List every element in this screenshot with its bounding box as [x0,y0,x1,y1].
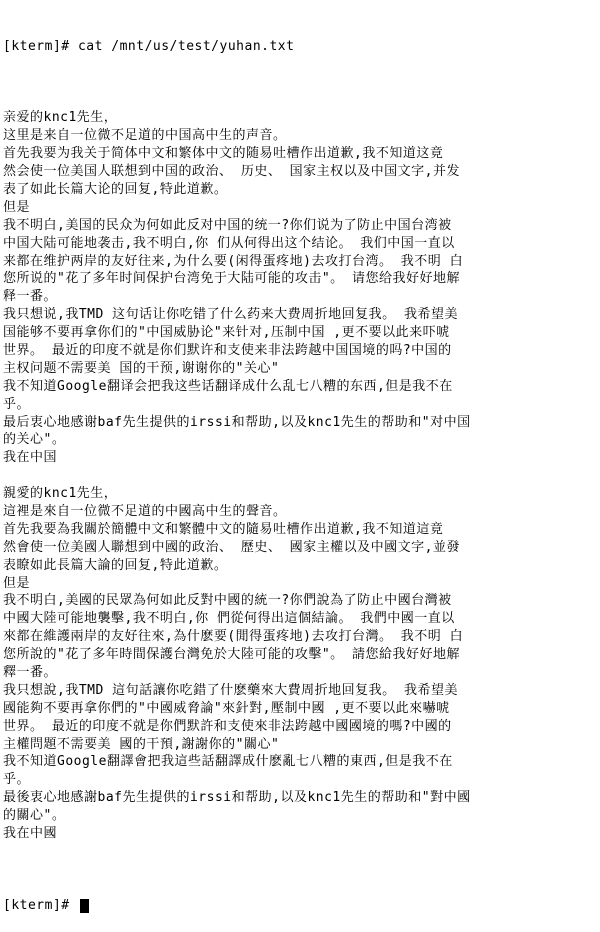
shell-prompt: [kterm]# [3,38,78,54]
output-line: 我只想说,我TMD 这句话让你吃错了什么药来大费周折地回复我。 我希望美 [3,307,458,323]
output-line: 乎。 [3,396,31,412]
output-line [3,467,600,485]
output-line: 国能够不要再拿你们的"中国威胁论"来针对,压制中国 ,更不要以此来吓唬 [3,325,450,341]
output-line: 中国大陆可能地袭击,我不明白,你 们从何得出这个结论。 我们中国一直以 [3,235,455,251]
output-line: 我只想說,我TMD 這句話讓你吃錯了什麽藥來大費周折地回复我。 我希望美 [3,682,458,698]
output-line: 的關心"。 [3,808,66,824]
output-line: 來都在維護兩岸的友好往來,為什麽要(閒得蛋疼地)去攻打台灣。 我不明 白 [3,629,464,645]
output-line: 首先我要為我關於簡體中文和繁體中文的隨易吐槽作出道歉,我不知道這竟 [3,521,444,537]
output-line: 亲爱的knc1先生， [3,110,118,126]
output-line: 来都在维护两岸的友好往来,为什么要(闲得蛋疼地)去攻打台湾。 我不明 白 [3,253,464,269]
output-line: 最後衷心地感謝baf先生提供的irssi和帮助,以及knc1先生的帮助和"對中國 [3,790,471,806]
output-line: 这里是来自一位微不足道的中国高中生的声音。 [3,128,287,144]
output-line: 表瞭如此長篇大論的回复,特此道歉。 [3,557,228,573]
output-line: 我不明白,美國的民眾為何如此反對中國的統一?你們說為了防止中國台灣被 [3,593,452,609]
output-line: 然會使一位美國人聯想到中國的政治、 歷史、 國家主權以及中國文字,並發 [3,539,460,555]
command-line [3,38,600,56]
output-line: 這裡是來自一位微不足道的中國高中生的聲音。 [3,504,287,520]
output-line: 釋一番。 [3,665,58,681]
output-line: 世界。 最近的印度不就是你們默許和支使來非法跨越中國國境的嗎?中國的 [3,718,452,734]
output-line: 表了如此长篇大论的回复,特此道歉。 [3,181,228,197]
output-line: 中國大陸可能地襲擊,我不明白,你 們從何得出這個結論。 我們中國一直以 [3,611,455,627]
output-line: 最后衷心地感谢baf先生提供的irssi和帮助,以及knc1先生的帮助和"对中国 [3,414,471,430]
shell-prompt: [kterm]# [3,897,78,913]
command-text: cat /mnt/us/test/yuhan.txt [77,38,295,54]
output-line: 主權問題不需要美 國的干預,謝謝你的"關心" [3,736,280,752]
output-line: 親愛的knc1先生， [3,486,118,502]
output-line: 我在中国 [3,450,58,466]
output-line: 但是 [3,199,31,215]
output-line: 我不明白,美国的民众为何如此反对中国的统一?你们说为了防止中国台湾被 [3,217,452,233]
terminal-output [3,109,600,843]
output-line: 我不知道Google翻譯會把我這些話翻譯成什麽亂七八糟的東西,但是我不在 [3,754,453,770]
output-line: 您所说的"花了多年时间保护台湾免于大陆可能的攻击"。 请您给我好好地解 [3,271,460,287]
output-line: 世界。 最近的印度不就是你们默许和支使来非法跨越中国国境的吗?中国的 [3,343,452,358]
output-line: 的关心"。 [3,432,66,448]
output-line: 我在中國 [3,826,58,842]
block-cursor [80,899,89,913]
output-line: 但是 [3,575,31,591]
prompt-line [3,897,600,915]
output-line: 我不知道Google翻译会把我这些话翻译成什么乱七八糟的东西,但是我不在 [3,378,453,394]
output-line: 您所說的"花了多年時間保護台灣免於大陸可能的攻擊"。 請您給我好好地解 [3,647,460,663]
output-line: 乎。 [3,772,31,788]
output-line: 國能夠不要再拿你們的"中國威脅論"來針對,壓制中國 ,更不要以此來嚇唬 [3,700,450,716]
output-line: 首先我要为我关于简体中文和繁体中文的随易吐槽作出道歉,我不知道这竟 [3,146,444,162]
output-line: 主权问题不需要美 国的干预,谢谢你的"关心" [3,360,280,376]
output-line: 然会使一位美国人联想到中国的政治、 历史、 国家主权以及中国文字,并发 [3,164,460,180]
output-line: 释一番。 [3,289,58,305]
